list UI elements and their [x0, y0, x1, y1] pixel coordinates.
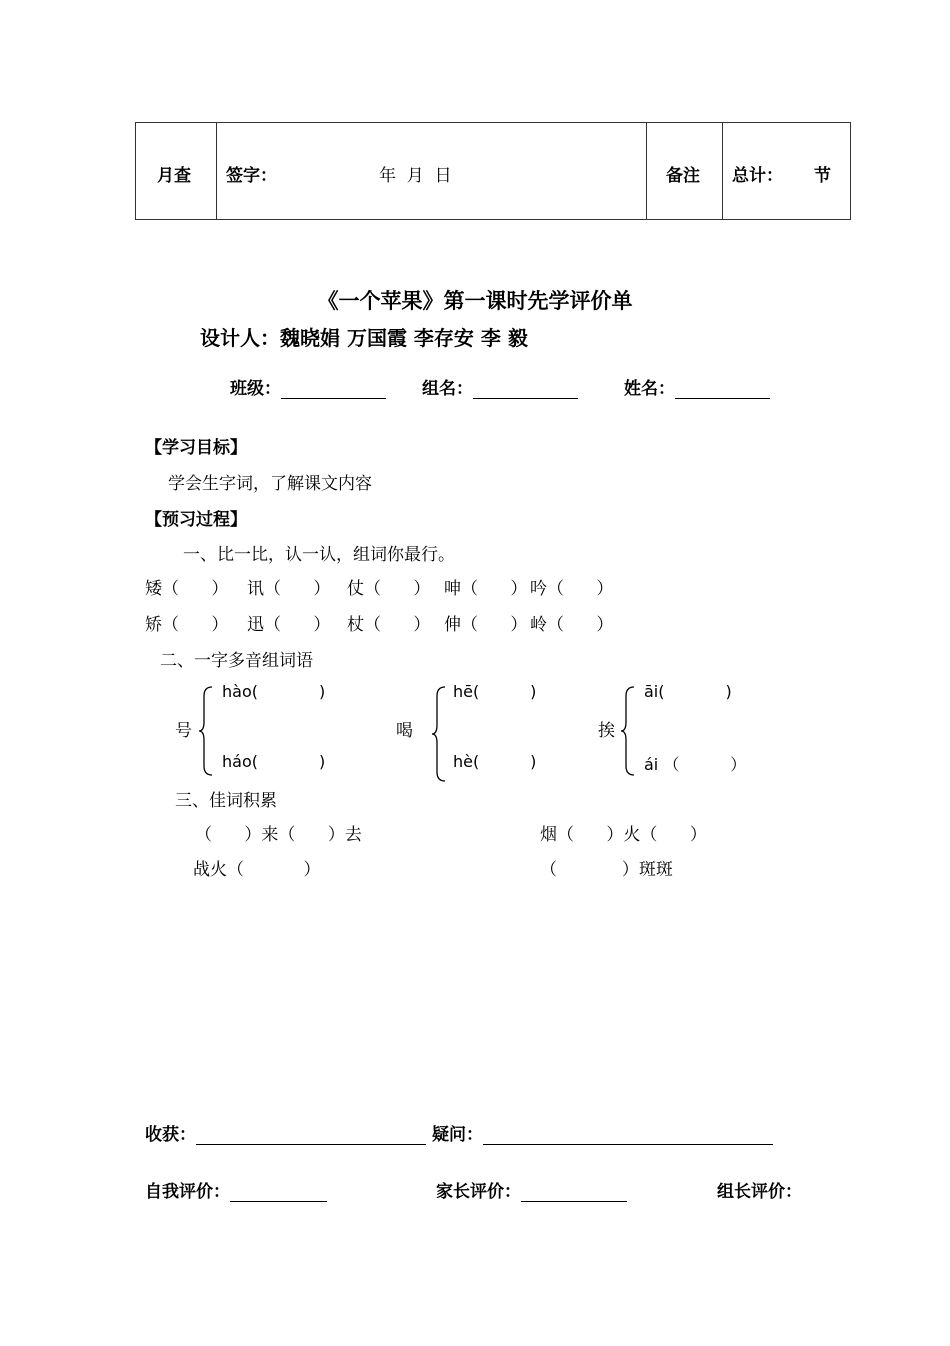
questions-blank[interactable] [483, 1126, 773, 1145]
class-label: 班级： [230, 379, 281, 399]
self-eval-field[interactable] [145, 1177, 327, 1202]
pinyin-item[interactable]: āi( ) [644, 682, 732, 701]
pinyin-item[interactable]: ái （ ） [644, 755, 747, 774]
polyphone-char: 号 [175, 721, 192, 741]
pinyin-item[interactable]: hē( ) [453, 682, 537, 701]
group-field[interactable] [422, 374, 578, 399]
table-divider [722, 123, 723, 219]
group-blank[interactable] [473, 380, 578, 399]
objectives-heading: 【学习目标】 [145, 438, 247, 458]
class-field[interactable] [230, 374, 386, 399]
word-item[interactable]: 仗（ ） [347, 579, 431, 599]
word-item[interactable]: 矫（ ） [145, 615, 229, 635]
harvest-blank[interactable] [196, 1126, 426, 1145]
harvest-field[interactable] [145, 1120, 426, 1145]
name-blank[interactable] [675, 380, 770, 399]
questions-label: 疑问： [432, 1125, 483, 1145]
section-unit-label: 节 [814, 166, 831, 186]
brace-icon [198, 686, 214, 776]
date-label: 年 月 日 [379, 166, 452, 186]
pinyin-item[interactable]: hào( ) [222, 682, 326, 701]
word-item[interactable]: 讯（ ） [247, 579, 331, 599]
remarks-label: 备注 [666, 166, 700, 186]
word-item[interactable]: 呻（ ） [444, 579, 528, 599]
part2-title: 二、一字多音组词语 [160, 651, 313, 671]
parent-eval-label: 家长评价： [436, 1182, 521, 1202]
brace-icon [620, 686, 636, 776]
page-title: 《一个苹果》第一课时先学评价单 [317, 288, 633, 313]
parent-eval-field[interactable] [436, 1177, 627, 1202]
table-divider [216, 123, 217, 219]
word-item[interactable]: 矮（ ） [145, 579, 229, 599]
pinyin-item[interactable]: hè( ) [453, 752, 537, 771]
word-item[interactable]: 伸（ ） [444, 615, 528, 635]
word-item[interactable]: 迅（ ） [247, 615, 331, 635]
month-check-label: 月查 [157, 166, 191, 186]
word-item[interactable]: 岭（ ） [530, 615, 614, 635]
designer-line: 设计人：魏晓娟 万国霞 李存安 李 毅 [200, 326, 528, 350]
self-eval-label: 自我评价： [145, 1182, 230, 1202]
polyphone-char: 喝 [396, 721, 413, 741]
questions-field[interactable] [432, 1120, 773, 1145]
word-item[interactable]: 杖（ ） [347, 615, 431, 635]
brace-icon [431, 686, 447, 782]
class-blank[interactable] [281, 380, 386, 399]
total-label: 总计： [732, 166, 783, 186]
parent-eval-blank[interactable] [521, 1183, 627, 1202]
idiom-item[interactable]: （ ）斑斑 [540, 860, 673, 880]
objectives-text: 学会生字词，了解课文内容 [168, 474, 372, 494]
polyphone-char: 挨 [598, 721, 615, 741]
name-field[interactable] [624, 374, 770, 399]
part3-title: 三、佳词积累 [175, 791, 277, 811]
idiom-item[interactable]: （ ）来（ ）去 [195, 825, 362, 845]
self-eval-blank[interactable] [230, 1183, 327, 1202]
part1-title: 一、比一比，认一认，组词你最行。 [183, 545, 455, 565]
table-divider [646, 123, 647, 219]
pinyin-item[interactable]: háo( ) [222, 752, 326, 771]
idiom-item[interactable]: 战火（ ） [193, 860, 321, 880]
harvest-label: 收获： [145, 1125, 196, 1145]
monthly-check-table [135, 122, 851, 220]
process-heading: 【预习过程】 [145, 510, 247, 530]
name-label: 姓名： [624, 379, 675, 399]
idiom-item[interactable]: 烟（ ）火（ ） [540, 825, 707, 845]
group-label: 组名： [422, 379, 473, 399]
leader-eval-label: 组长评价： [717, 1182, 802, 1202]
word-item[interactable]: 吟（ ） [530, 579, 614, 599]
signature-label: 签字： [226, 166, 277, 186]
